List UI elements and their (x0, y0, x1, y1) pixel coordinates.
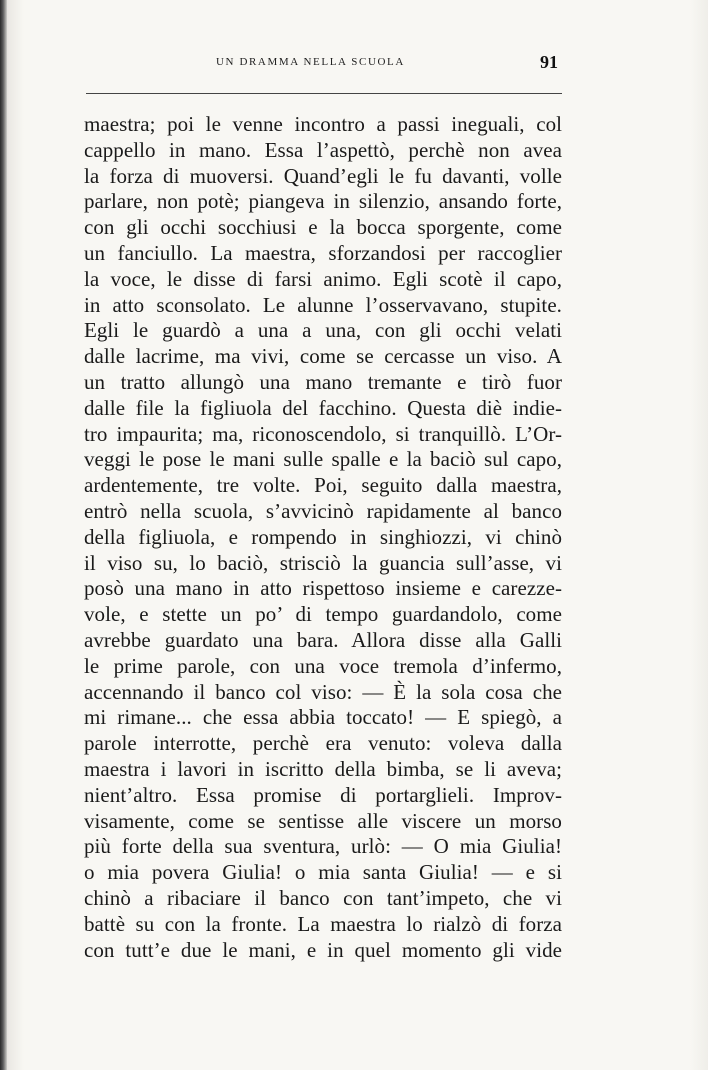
text-line: o mia povera Giulia! o mia santa Giulia! — e si (84, 860, 562, 885)
text-line: maestra; poi le venne incontro a passi ineguali, col (84, 112, 562, 136)
text-line: tro impaurita; ma, riconoscendolo, si tranquillò. L’Or- (84, 421, 562, 446)
text-line: battè su con la fronte. La maestra lo rialzò di forza (84, 911, 562, 936)
header-rule (86, 93, 562, 94)
text-line: in atto sconsolato. Le alunne l’osservavano, stupite. (84, 292, 562, 317)
text-line: veggi le pose le mani sulle spalle e la baciò sul capo, (84, 447, 562, 472)
page-number: 91 (540, 52, 558, 72)
text-line: dalle lacrime, ma vivi, come se cercasse un viso. A (84, 344, 562, 369)
text-line: della figliuola, e rompendo in singhiozzi, vi chinò (84, 524, 562, 549)
text-line: visamente, come se sentisse alle viscere un morso (84, 808, 562, 833)
text-line: posò una mano in atto rispettoso insieme e carezze- (84, 576, 562, 601)
page-header (84, 52, 562, 74)
text-line: mi rimane... che essa abbia toccato! — E spiegò, a (84, 705, 562, 730)
text-line: cappello in mano. Essa l’aspettò, perchè non avea (84, 137, 562, 162)
text-line: chinò a ribaciare il banco con tant’impeto, che vi (84, 885, 562, 910)
text-line: nient’altro. Essa promise di portarglieli. Improv- (84, 782, 562, 807)
text-line: dalle file la figliuola del facchino. Questa diè indie- (84, 395, 562, 420)
body-text (84, 112, 562, 963)
text-line: accennando il banco col viso: — È la sola cosa che (84, 679, 562, 704)
text-line: parlare, non potè; piangeva in silenzio, ansando forte, (84, 189, 562, 214)
text-line: vole, e stette un po’ di tempo guardandolo, come (84, 602, 562, 627)
text-line: ardentemente, tre volte. Poi, seguito dalla maestra, (84, 473, 562, 498)
page-binding-edge (0, 0, 7, 1070)
text-line: la forza di muoversi. Quand’egli le fu davanti, volle (84, 163, 562, 188)
text-line: un tratto allungò una mano tremante e tirò fuor (84, 369, 562, 394)
text-line: più forte della sua sventura, urlò: — O mia Giulia! (84, 834, 562, 859)
text-line: Egli le guardò a una a una, con gli occhi velati (84, 318, 562, 343)
text-line: con tutt’e due le mani, e in quel momento gli vide (84, 937, 562, 962)
text-line: entrò nella scuola, s’avvicinò rapidamente al banco (84, 498, 562, 523)
text-line: la voce, le disse di farsi animo. Egli scotè il capo, (84, 266, 562, 291)
text-line: le prime parole, con una voce tremola d’infermo, (84, 653, 562, 678)
text-line: avrebbe guardato una bara. Allora disse alla Galli (84, 627, 562, 652)
text-line: maestra i lavori in iscritto della bimba, se li aveva; (84, 756, 562, 781)
text-line: un fanciullo. La maestra, sforzandosi per raccoglier (84, 240, 562, 265)
text-line: il viso su, lo baciò, strisciò la guancia sull’asse, vi (84, 550, 562, 575)
text-line: parole interrotte, perchè era venuto: voleva dalla (84, 731, 562, 756)
running-title: UN DRAMMA NELLA SCUOLA (216, 56, 405, 68)
text-line: con gli occhi socchiusi e la bocca sporgente, come (84, 215, 562, 240)
